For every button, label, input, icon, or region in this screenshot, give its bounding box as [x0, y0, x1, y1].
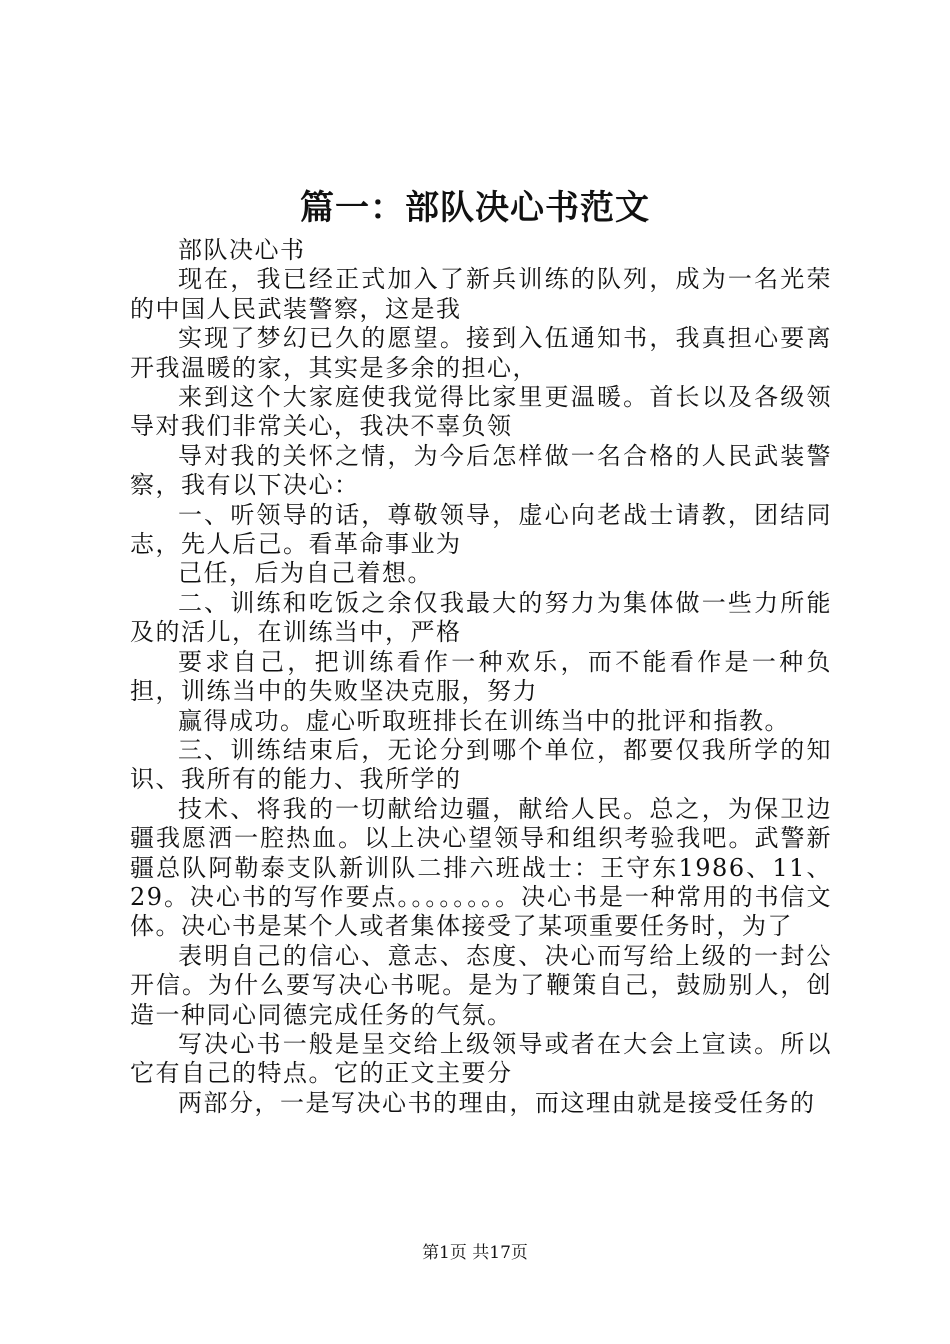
- paragraph: 现在，我已经正式加入了新兵训练的队列，成为一名光荣的中国人民武装警察，这是我: [130, 265, 832, 323]
- paragraph: 要求自己，把训练看作一种欢乐，而不能看作是一种负担，训练当中的失败坚决克服，努力: [130, 647, 832, 706]
- paragraph: 导对我的关怀之情，为今后怎样做一名合格的人民武装警察，我有以下决心：: [130, 441, 832, 500]
- paragraph: 己任，后为自己着想。: [178, 559, 433, 588]
- paragraph: 两部分，一是写决心书的理由，而这理由就是接受任务的: [178, 1088, 816, 1117]
- page-footer: 第1页 共17页: [422, 1243, 528, 1263]
- paragraph: 部队决心书: [178, 236, 306, 264]
- paragraph: 实现了梦幻已久的愿望。接到入伍通知书，我真担心要离开我温暖的家，其实是多余的担心，: [130, 324, 832, 382]
- paragraph: 表明自己的信心、意志、态度、决心而写给上级的一封公开信。为什么要写决心书呢。是为了鞭策自己，鼓励别人，创造一种同心同德完成任务的气氛。: [130, 941, 832, 1029]
- paragraph: 一、听领导的话，尊敬领导，虚心向老战士请教，团结同志，先人后己。看革命事业为: [130, 500, 832, 559]
- paragraph: 赢得成功。虚心听取班排长在训练当中的批评和指教。: [178, 706, 790, 735]
- paragraph: 三、训练结束后，无论分到哪个单位，都要仅我所学的知识、我所有的能力、我所学的: [130, 735, 832, 794]
- document-body: [130, 236, 832, 1118]
- paragraph: 二、训练和吃饭之余仅我最大的努力为集体做一些力所能及的活儿，在训练当中，严格: [130, 588, 832, 647]
- paragraph: 写决心书一般是呈交给上级领导或者在大会上宣读。所以它有自己的特点。它的正文主要分: [130, 1029, 832, 1088]
- paragraph: 来到这个大家庭使我觉得比家里更温暖。首长以及各级领导对我们非常关心，我决不辜负领: [130, 383, 832, 441]
- document-title: 篇一：部队决心书范文: [300, 188, 650, 228]
- paragraph: 技术、将我的一切献给边疆，献给人民。总之，为保卫边疆我愿洒一腔热血。以上决心望领导和组织考验我吧。武警新疆总队阿勒泰支队新训队二排六班战士：王守东1986、11、29。决心书的写作要点。。。。。。。。决心书是一种常用的书信文体。决心书是某个人或者集体接受了某项重要任务时，为了: [130, 794, 832, 941]
